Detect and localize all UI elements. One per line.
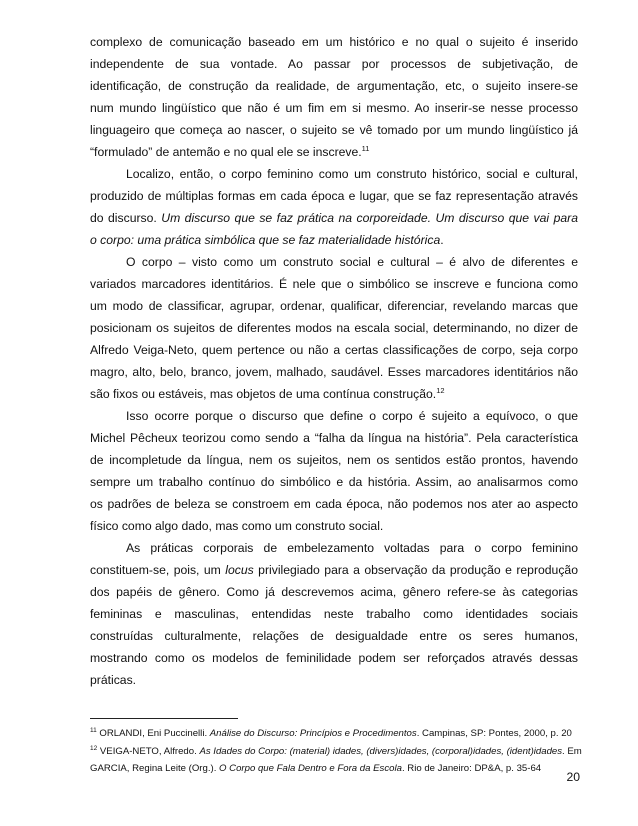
body-line — [90, 56, 578, 72]
line-text: magro, alto, belo, branco, jovem, malhado, saudável. Esses marcadores identitários não — [90, 365, 578, 379]
body-line — [126, 166, 578, 182]
line-italic: o corpo: uma prática simbólica que se faz materialidade histórica — [90, 233, 441, 247]
line-text: As práticas corporais de embelezamento voltadas para o corpo feminino — [126, 541, 578, 555]
line-text: independente de sua vontade. Ao passar por processos de subjetivação, de — [90, 57, 578, 71]
body-line — [126, 408, 578, 424]
line-text: constituem-se, pois, um — [90, 563, 226, 577]
footnote-ref: 11 — [361, 144, 370, 153]
body-line — [90, 562, 578, 578]
body-line — [90, 430, 578, 446]
body-line — [90, 386, 578, 404]
footnote-line — [90, 728, 578, 741]
line-text: posicionam os sujeitos de diferentes modos na escala social, determinando, no dizer de — [90, 321, 578, 335]
line-text: produzido de múltiplas formas em cada época e lugar, que se faz representação através — [90, 189, 578, 203]
line-text: O corpo – visto como um construto social e cultural – é alvo de diferentes e — [126, 255, 578, 269]
body-line — [90, 628, 578, 644]
body-line — [90, 78, 578, 94]
body-line — [90, 474, 578, 490]
body-line — [90, 452, 578, 468]
line-text: um modo de classificar, agrupar, ordenar, qualificar, diferenciar, revelando marcas que — [90, 299, 578, 313]
body-line — [90, 496, 578, 512]
body-line — [90, 122, 578, 138]
footnote-line — [90, 745, 582, 759]
line-text: “formulado” de antemão e no qual ele se inscreve. — [90, 145, 362, 159]
line-text: linguageiro que começa ao nascer, o sujeito se vê tomado por um mundo lingüístico já — [90, 123, 578, 137]
body-line — [90, 342, 578, 358]
footnote-number: 11 — [90, 727, 97, 734]
line-text: construídas culturalmente, relações de desigualdade entre os seres humanos, — [90, 629, 578, 643]
footnote-title: Análise do Discurso: Princípios e Procedimentos — [209, 728, 417, 739]
body-line — [90, 298, 578, 314]
footnote-text: . Rio de Janeiro: DP&A, p. 35-64 — [401, 763, 542, 774]
body-line — [90, 276, 578, 292]
body-line — [90, 320, 578, 336]
footnote-text: VEIGA-NETO, Alfredo. — [97, 746, 200, 757]
line-text: Michel Pêcheux teorizou como sendo a “falha da língua na história”. Pela característica — [90, 431, 578, 445]
line-text: dos papéis de gênero. Como já descrevemos acima, gênero refere-se às categorias — [90, 585, 578, 599]
body-line — [90, 34, 578, 50]
line-text: variados marcadores identitários. É nele que o simbólico se inscreve e funciona como — [90, 277, 578, 291]
line-text: num mundo lingüístico que não é um fim em si mesmo. Ao inserir-se nesse processo — [90, 101, 578, 115]
body-line — [90, 606, 578, 622]
body-line — [90, 188, 578, 204]
line-text: femininas e masculinas, entendidas neste trabalho como identidades sociais — [90, 607, 578, 621]
line-text: Alfredo Veiga-Neto, quem pertence ou não a certas classificações de corpo, seja corpo — [90, 343, 578, 357]
body-line — [90, 584, 578, 600]
line-text: mostrando como os modelos de feminilidade podem ser reforçados através dessas — [90, 651, 578, 665]
footnote-separator — [90, 718, 238, 719]
body-line — [90, 100, 578, 116]
line-text: Isso ocorre porque o discurso que define o corpo é sujeito a equívoco, o que — [126, 409, 578, 423]
line-text: de incompletude da língua, nem os sujeitos, nem os sentidos estão prontos, havendo — [90, 453, 578, 467]
body-line — [90, 650, 578, 666]
page-number: 20 — [566, 770, 580, 784]
line-text: privilegiado para a observação da produção e reprodução — [253, 563, 578, 577]
footnote-text: ORLANDI, Eni Puccinelli. — [96, 728, 210, 739]
line-text: são fixos ou estáveis, mas objetos de uma contínua construção. — [90, 387, 437, 401]
body-line — [126, 540, 578, 556]
line-text: . — [440, 233, 444, 247]
line-italic: Um discurso que se faz prática na corporeidade. Um discurso que vai para — [161, 211, 578, 225]
footnote-title: As Idades do Corpo: (material) idades, (divers)idades, (corporal)idades, (ident)idades — [199, 746, 563, 757]
line-text: do discurso. — [90, 211, 162, 225]
footnote-ref: 12 — [436, 386, 445, 395]
line-text: complexo de comunicação baseado em um histórico e no qual o sujeito é inserido — [90, 35, 578, 49]
footnote-text: . Em — [562, 746, 582, 757]
footnote-text: . Campinas, SP: Pontes, 2000, p. 20 — [416, 728, 572, 739]
footnote-title: O Corpo que Fala Dentro e Fora da Escola — [219, 763, 402, 774]
body-line — [90, 210, 578, 226]
line-italic: locus — [225, 563, 254, 577]
line-text: Localizo, então, o corpo feminino como um construto histórico, social e cultural, — [126, 167, 578, 181]
body-line — [90, 232, 578, 248]
body-line — [126, 254, 578, 270]
line-text: sempre um trabalho contínuo do simbólico e da história. Assim, ao analisarmos como — [90, 475, 578, 489]
body-line — [90, 364, 578, 380]
body-line — [90, 672, 578, 688]
line-text: os padrões de beleza se constroem em cada época, não podemos nos ater ao aspecto — [90, 497, 578, 511]
line-text: físico como algo dado, mas como um construto social. — [90, 519, 384, 533]
body-line — [90, 144, 578, 162]
line-text: práticas. — [90, 673, 137, 687]
footnote-text: GARCIA, Regina Leite (Org.). — [90, 763, 220, 774]
body-line — [90, 518, 578, 534]
footnote-number: 12 — [90, 745, 98, 752]
line-text: identificação, de construção da realidade, de argumentação, etc, o sujeito insere-se — [90, 79, 578, 93]
footnote-line — [90, 763, 578, 775]
